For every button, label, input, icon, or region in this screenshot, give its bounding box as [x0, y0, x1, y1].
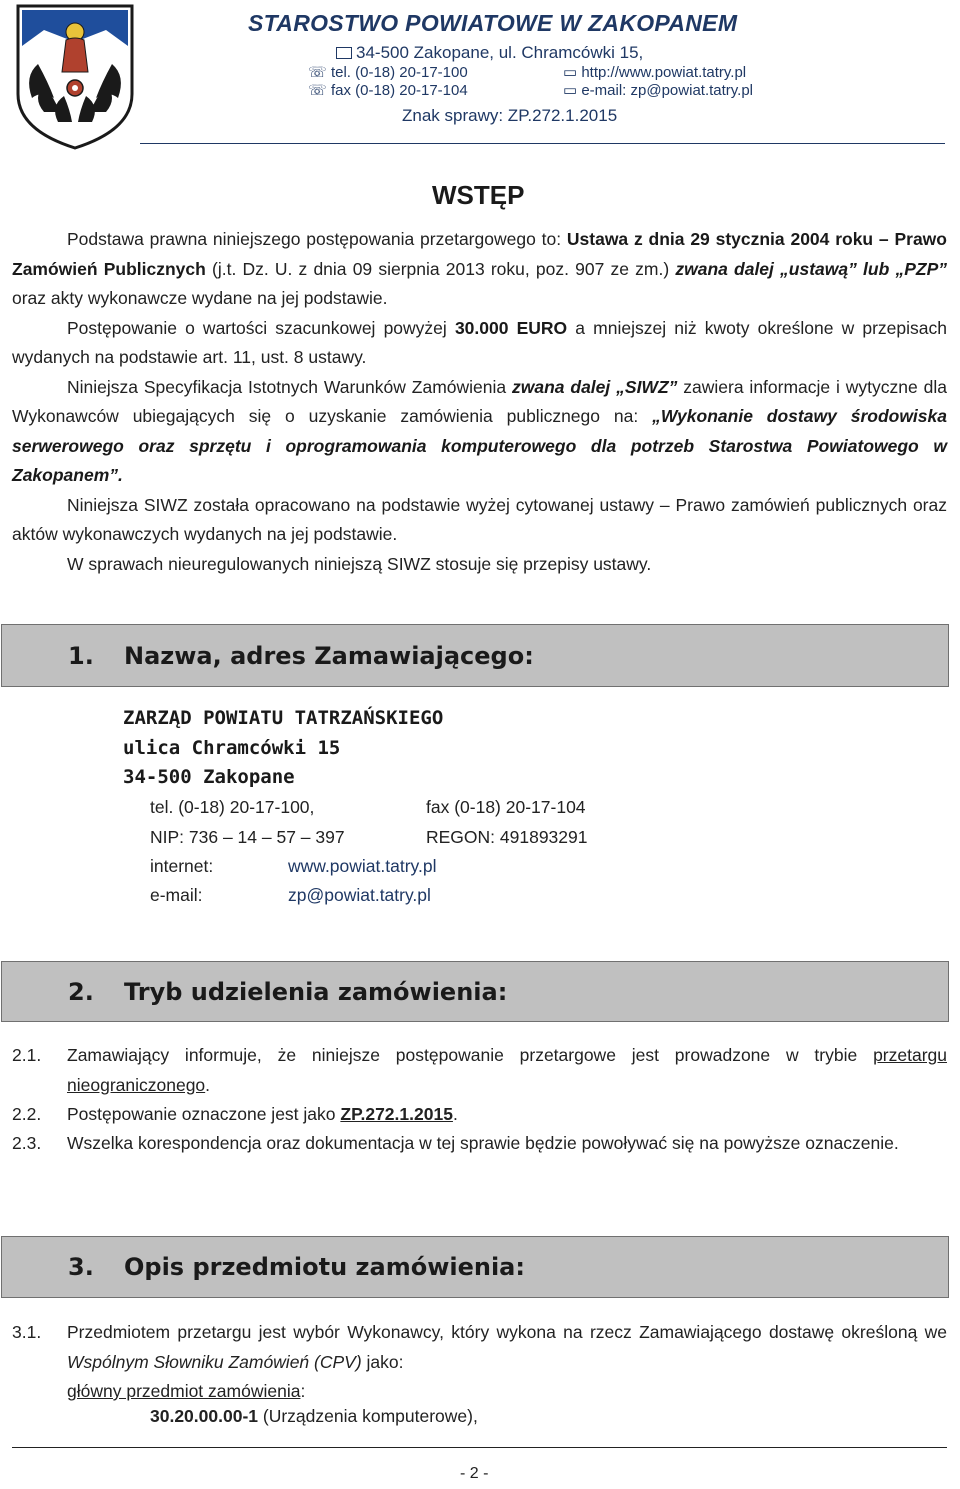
item-3-1: 3.1. Przedmiotem przetargu jest wybór Wykonawcy, który wykona na rzecz Zamawiającego dostawę określoną we Wspólnym Słowniku Zamówień (CPV) jako: główny przedmiot zamówienia:: [12, 1322, 947, 1401]
section-1-title: 1. Nazwa, adres Zamawiającego:: [68, 642, 534, 670]
envelope-icon: [336, 47, 352, 59]
internet-label: internet:: [150, 856, 214, 876]
section-1-header: [1, 624, 949, 687]
cpv-code-line: 30.20.00.00-1 (Urządzenia komputerowe),: [150, 1406, 478, 1426]
email-label: e-mail:: [150, 885, 203, 905]
item-2-1: 2.1. Zamawiający informuje, że niniejsze postępowanie przetargowe jest prowadzone w trybie przetargu nieograniczonego.: [12, 1045, 947, 1095]
org-fax: fax (0-18) 20-17-104: [426, 797, 586, 817]
org-regon: REGON: 491893291: [426, 827, 588, 847]
section-2-title: 2. Tryb udzielenia zamówienia:: [68, 978, 508, 1006]
org-street: ulica Chramcówki 15: [123, 737, 341, 759]
org-nip: NIP: 736 – 14 – 57 – 397: [150, 827, 345, 847]
phone-icon: ☏: [308, 64, 331, 81]
phone-icon: ☏: [308, 82, 331, 99]
footer-divider: [12, 1447, 947, 1448]
intro-heading: WSTĘP: [432, 180, 525, 210]
email-link[interactable]: zp@powiat.tatry.pl: [288, 885, 431, 905]
section-3-title: 3. Opis przedmiotu zamówienia:: [68, 1253, 525, 1281]
header-divider: [140, 143, 945, 144]
internet-link[interactable]: www.powiat.tatry.pl: [288, 856, 437, 876]
computer-icon: ▭: [563, 64, 582, 81]
office-website-link[interactable]: ▭ http://www.powiat.tatry.pl: [563, 64, 747, 81]
org-city: 34-500 Zakopane: [123, 766, 295, 788]
computer-icon: ▭: [563, 82, 582, 99]
section-2-header: [1, 961, 949, 1022]
item-2-2: 2.2. Postępowanie oznaczone jest jako ZP.272.1.2015.: [12, 1104, 458, 1124]
office-phone: ☏ tel. (0-18) 20-17-100: [308, 64, 468, 81]
org-name: ZARZĄD POWIATU TATRZAŃSKIEGO: [123, 707, 444, 729]
office-title: STAROSTWO POWIATOWE W ZAKOPANEM: [248, 10, 738, 36]
office-fax: ☏ fax (0-18) 20-17-104: [308, 82, 468, 99]
org-phone: tel. (0-18) 20-17-100,: [150, 797, 315, 817]
office-address: 34-500 Zakopane, ul. Chramcówki 15,: [336, 43, 643, 63]
case-reference: Znak sprawy: ZP.272.1.2015: [402, 106, 618, 125]
coat-of-arms-logo: [14, 2, 136, 152]
item-2-3: 2.3. Wszelka korespondencja oraz dokumentacja w tej sprawie będzie powoływać się na powyższe oznaczenie.: [12, 1133, 899, 1153]
page-number: - 2 -: [460, 1465, 489, 1482]
section-3-header: [1, 1236, 949, 1298]
office-email-link[interactable]: ▭ e-mail: zp@powiat.tatry.pl: [563, 82, 754, 99]
intro-text: Podstawa prawna niniejszego postępowania przetargowego to: Ustawa z dnia 29 stycznia 2004 roku – Prawo Zamówień Publicznych (j.t. Dz. U. z dnia 09 sierpnia 2013 roku, poz. 907 ze zm.) zwana dalej „ustawą” lub „PZP” oraz akty wykonawcze wydane na jej podstawie. Postępowanie o wartości szacunkowej powyżej 30.000 EURO a mniejszej niż kwoty określone w przepisach wydanych na podstawie art. 11, ust. 8 ustawy. Niniejsza Specyfikacja Istotnych Warunków Zamówienia zwana dalej „SIWZ” zawiera informacje i wytyczne dla Wykonawców ubiegających się o uzyskanie zamówienia publicznego na: „Wykonanie dostawy środowiska serwerowego oraz sprzętu i oprogramowania komputerowego dla potrzeb Starostwa Powiatowego w Zakopanem”. Niniejsza SIWZ została opracowano na podstawie wyżej cytowanej ustawy – Prawo zamówień publicznych oraz aktów wykonawczych wydanych na jej podstawie. W sprawach nieuregulowanych niniejszą SIWZ stosuje się przepisy ustawy.: [12, 229, 947, 574]
